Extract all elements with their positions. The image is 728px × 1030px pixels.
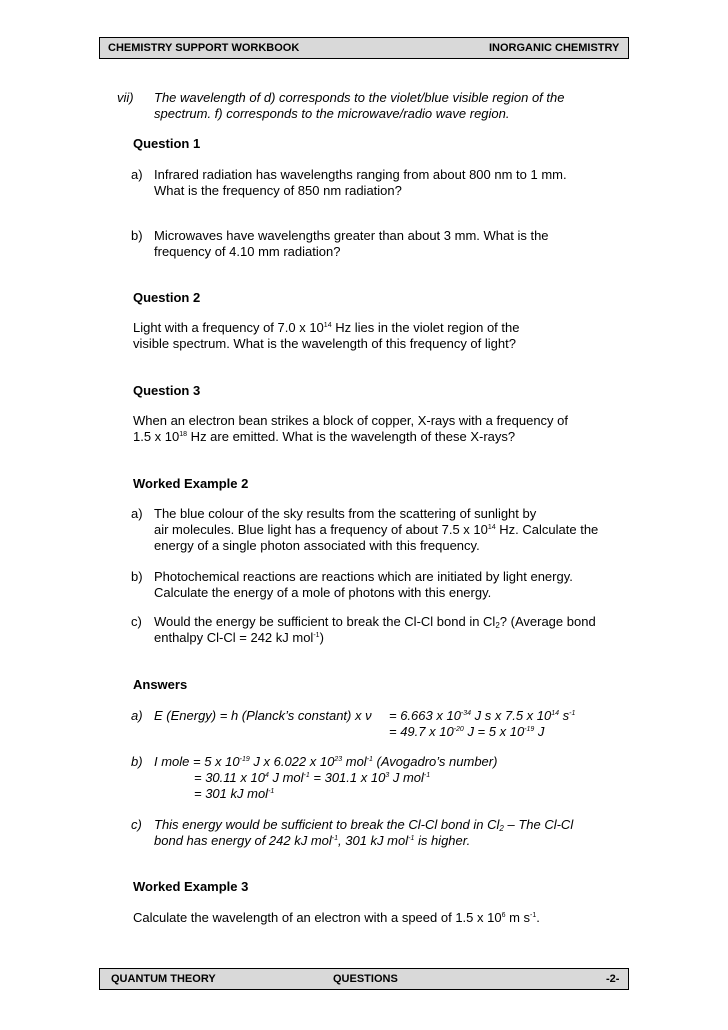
question-3-line1: When an electron bean strikes a block of copper, X-rays with a frequency of [133, 413, 569, 428]
answer-a-result-2: = 49.7 x $10^{-20}$ J = 5 x $10^{-19}$ J [389, 724, 545, 739]
question-1b-label: b) [131, 228, 143, 243]
we2c-label: c) [131, 614, 142, 629]
item-vii-line2: spectrum. f) corresponds to the microwave/radio wave region. [154, 106, 510, 121]
answer-c-line1: This energy would be sufficient to break the Cl-Cl bond in $Cl_2$ – The Cl-Cl [154, 817, 574, 833]
footer-page-number: -2- [606, 973, 620, 985]
footer-left: QUANTUM THEORY [111, 973, 216, 985]
item-vii-line1: The wavelength of d) corresponds to the violet/blue visible region of the [154, 90, 565, 105]
question-3-line2: 1.5 x $10^{18}$ Hz are emitted. What is the wavelength of these X-rays? [133, 429, 516, 444]
question-1a-line2: What is the frequency of 850 nm radiation? [154, 183, 402, 198]
we2c-line1: Would the energy be sufficient to break the Cl-Cl bond in $Cl_2$? (Average bond [154, 614, 596, 630]
header-left: CHEMISTRY SUPPORT WORKBOOK [108, 42, 300, 54]
worked-example-3-title: Worked Example 3 [133, 879, 249, 894]
we2a-line2: air molecules. Blue light has a frequency of about 7.5 x $10^{14}$ Hz. Calculate the [154, 522, 599, 537]
answers-title: Answers [133, 677, 188, 692]
answer-b-line1: I mole = 5 x $10^{-19}$ J x 6.022 x $10^{23}$ mol$^{-1}$ (Avogadro’s number) [154, 754, 498, 769]
question-2-line2: visible spectrum. What is the wavelength of this frequency of light? [133, 336, 516, 351]
question-2-line1: Light with a frequency of 7.0 x $10^{14}$ Hz lies in the violet region of the [133, 320, 520, 335]
answer-b-line3: = 301 kJ mol$^{-1}$ [194, 786, 275, 801]
question-1a-label: a) [131, 167, 143, 182]
answer-a-label: a) [131, 708, 143, 723]
answer-a-lhs: E (Energy) = h (Planck’s constant) x ν [154, 708, 372, 723]
we2c-line2: enthalpy Cl-Cl = 242 kJ mol$^{-1}$) [154, 630, 324, 645]
header-right: INORGANIC CHEMISTRY [489, 42, 620, 54]
question-1a-line1: Infrared radiation has wavelengths ranging from about 800 nm to 1 mm. [154, 167, 567, 182]
answer-b-label: b) [131, 754, 143, 769]
worked-example-2-title: Worked Example 2 [133, 476, 249, 491]
question-1-title: Question 1 [133, 136, 201, 151]
question-1b-line1: Microwaves have wavelengths greater than about 3 mm. What is the [154, 228, 549, 243]
answer-a-result-1: = 6.663 x $10^{-34}$ J s x 7.5 x $10^{14}$ $s^{-1}$ [389, 708, 576, 723]
answer-c-label: c) [131, 817, 142, 832]
question-2-title: Question 2 [133, 290, 201, 305]
we2a-label: a) [131, 506, 143, 521]
we3-line: Calculate the wavelength of an electron with a speed of 1.5 x $10^6$ m $s^{-1}$. [133, 910, 540, 925]
we2b-line1: Photochemical reactions are reactions which are initiated by light energy. [154, 569, 573, 584]
we2a-line1: The blue colour of the sky results from the scattering of sunlight by [154, 506, 537, 521]
we2b-label: b) [131, 569, 143, 584]
footer-center: QUESTIONS [333, 973, 398, 985]
answer-c-line2: bond has energy of 242 kJ mol$^{-1}$, 301 kJ mol$^{-1}$ is higher. [154, 833, 471, 848]
question-3-title: Question 3 [133, 383, 201, 398]
item-vii-label: vii) [117, 90, 134, 105]
we2a-line3: energy of a single photon associated with this frequency. [154, 538, 480, 553]
page-header [99, 37, 629, 59]
page-footer [99, 968, 629, 990]
question-1b-line2: frequency of 4.10 mm radiation? [154, 244, 341, 259]
we2b-line2: Calculate the energy of a mole of photons with this energy. [154, 585, 492, 600]
answer-b-line2: = 30.11 x $10^4$ J mol$^{-1}$ = 301.1 x $10^3$ J mol$^{-1}$ [194, 770, 431, 785]
